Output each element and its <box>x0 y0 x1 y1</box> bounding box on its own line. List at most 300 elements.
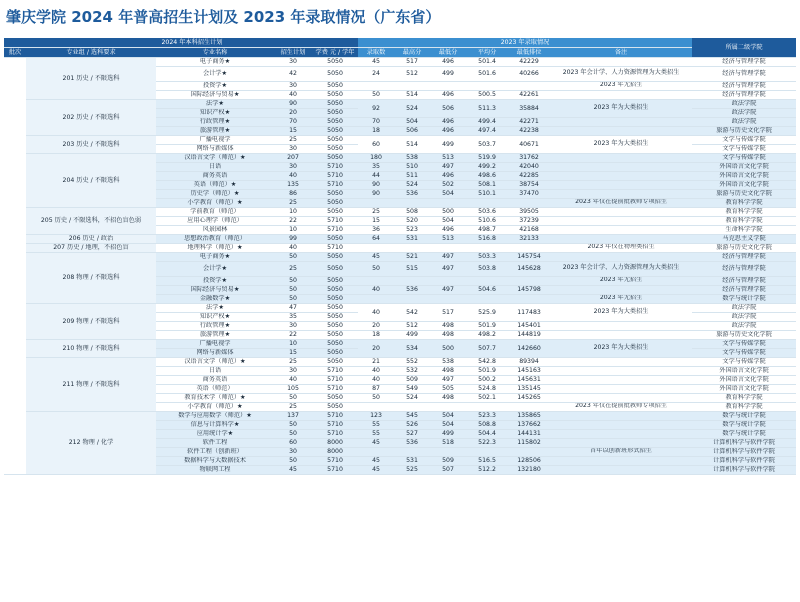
major-cell: 法学★ <box>156 99 274 108</box>
college-cell: 文学与传媒学院 <box>692 357 796 366</box>
min-score-cell: 505 <box>430 384 466 393</box>
note-cell: 2023 年无招生 <box>550 294 692 303</box>
plan-cell: 40 <box>274 243 312 252</box>
fee-cell: 5050 <box>312 393 358 402</box>
enrolled-cell: 20 <box>358 339 394 357</box>
max-score-cell: 524 <box>394 180 430 189</box>
college-cell: 数学与统计学院 <box>692 420 796 429</box>
enrolled-cell <box>358 402 394 411</box>
min-score-cell: 496 <box>430 171 466 180</box>
major-cell: 知识产权★ <box>156 108 274 117</box>
enrolled-cell: 18 <box>358 330 394 339</box>
min-score-cell: 507 <box>430 465 466 474</box>
batch-cell: 本科批 <box>4 57 26 474</box>
max-score-cell: 520 <box>394 216 430 225</box>
max-score-cell <box>394 198 430 207</box>
min-rank-cell: 144131 <box>508 429 550 438</box>
group-cell: 202 历史 / 不限选科 <box>26 99 156 135</box>
college-cell: 政法学院 <box>692 108 796 117</box>
fee-cell: 5050 <box>312 303 358 312</box>
major-cell: 网络与新媒体 <box>156 144 274 153</box>
group-header: 专业组 / 选科要求 <box>26 47 156 57</box>
college-cell: 数学与统计学院 <box>692 411 796 420</box>
group-cell: 211 物理 / 不限选科 <box>26 357 156 411</box>
fee-cell: 5050 <box>312 189 358 198</box>
table-row <box>4 303 796 312</box>
min-rank-cell: 42229 <box>508 57 550 66</box>
enrolled-cell: 21 <box>358 357 394 366</box>
note-cell <box>550 285 692 294</box>
min-score-cell: 498 <box>430 330 466 339</box>
min-score-cell <box>430 276 466 285</box>
note-cell <box>550 252 692 261</box>
avg-score-cell: 503.7 <box>466 135 508 153</box>
note-cell: 2023 年无招生 <box>550 81 692 90</box>
max-score-cell: 552 <box>394 357 430 366</box>
plan-cell: 137 <box>274 411 312 420</box>
enrolled-cell: 24 <box>358 66 394 81</box>
enrolled-cell: 123 <box>358 411 394 420</box>
max-score-cell: 504 <box>394 117 430 126</box>
plan-cell: 50 <box>274 456 312 465</box>
major-cell: 风景园林 <box>156 225 274 234</box>
note-cell <box>550 375 692 384</box>
min-score-cell: 513 <box>430 153 466 162</box>
enrolled-cell: 40 <box>358 303 394 321</box>
max-score-cell: 506 <box>394 126 430 135</box>
college-cell: 经济与管理学院 <box>692 261 796 276</box>
college-cell: 文学与传媒学院 <box>692 153 796 162</box>
enrolled-cell: 44 <box>358 171 394 180</box>
plan-cell: 25 <box>274 198 312 207</box>
min-rank-cell <box>508 81 550 90</box>
max-score-cell: 525 <box>394 465 430 474</box>
note-cell: 2023 年为大类招生 <box>550 135 692 153</box>
fee-cell: 5050 <box>312 330 358 339</box>
min-rank-cell: 40266 <box>508 66 550 81</box>
college-cell: 政法学院 <box>692 117 796 126</box>
min-rank-cell: 137662 <box>508 420 550 429</box>
max-score-cell <box>394 243 430 252</box>
college-cell: 外国语言文化学院 <box>692 375 796 384</box>
enrolled-cell: 90 <box>358 189 394 198</box>
plan-cell: 15 <box>274 348 312 357</box>
min-score-cell: 497 <box>430 252 466 261</box>
min-rank-cell: 145628 <box>508 261 550 276</box>
min-rank-cell <box>508 198 550 207</box>
fee-cell: 5050 <box>312 126 358 135</box>
enrolled-cell: 70 <box>358 117 394 126</box>
avg-score-cell <box>466 402 508 411</box>
avg-score-cell <box>466 81 508 90</box>
min-score-cell: 497 <box>430 162 466 171</box>
fee-cell: 5050 <box>312 81 358 90</box>
plan-cell: 50 <box>274 294 312 303</box>
batch-header: 批次 <box>4 47 26 57</box>
college-cell: 计算机科学与软件学院 <box>692 456 796 465</box>
fee-cell: 5050 <box>312 339 358 348</box>
avg-score-cell: 503.8 <box>466 261 508 276</box>
major-cell: 汉语言文学（师范）★ <box>156 357 274 366</box>
plan-cell: 15 <box>274 126 312 135</box>
enrolled-header: 录取数 <box>358 47 394 57</box>
min-rank-cell: 35884 <box>508 99 550 117</box>
plan-cell: 30 <box>274 144 312 153</box>
min-rank-cell: 42238 <box>508 126 550 135</box>
enrolled-cell <box>358 447 394 456</box>
plan-cell: 90 <box>274 99 312 108</box>
major-cell: 电子商务★ <box>156 57 274 66</box>
fee-cell: 5050 <box>312 294 358 303</box>
college-cell: 旅游与历史文化学院 <box>692 243 796 252</box>
note-cell: 2023 年为大类招生 <box>550 339 692 357</box>
fee-cell: 5710 <box>312 456 358 465</box>
enrolled-cell: 15 <box>358 216 394 225</box>
major-cell: 小学教育（师范）★ <box>156 198 274 207</box>
note-cell <box>550 153 692 162</box>
avg-score-cell: 508.1 <box>466 180 508 189</box>
note-cell: 2023 年仅在提前批教师专项招生 <box>550 402 692 411</box>
major-cell: 投资学★ <box>156 276 274 285</box>
min-score-cell: 497 <box>430 375 466 384</box>
plan-cell: 30 <box>274 57 312 66</box>
college-cell: 外国语言文化学院 <box>692 162 796 171</box>
group-cell: 206 历史 / 政治 <box>26 234 156 243</box>
major-cell: 行政管理★ <box>156 117 274 126</box>
note-cell <box>550 465 692 474</box>
college-cell: 经济与管理学院 <box>692 90 796 99</box>
avg-score-cell: 522.3 <box>466 438 508 447</box>
note-cell <box>550 429 692 438</box>
avg-score-cell <box>466 276 508 285</box>
note-cell <box>550 189 692 198</box>
plan-cell: 207 <box>274 153 312 162</box>
plan-cell: 50 <box>274 276 312 285</box>
college-cell: 文学与传媒学院 <box>692 348 796 357</box>
plan-cell: 10 <box>274 225 312 234</box>
major-cell: 数学与应用数学（师范）★ <box>156 411 274 420</box>
min-rank-cell: 117483 <box>508 303 550 321</box>
college-cell: 文学与传媒学院 <box>692 135 796 144</box>
major-cell: 软件工程（创新班） <box>156 447 274 456</box>
major-cell: 日语 <box>156 162 274 171</box>
max-score-header: 最高分 <box>394 47 430 57</box>
note-cell <box>550 216 692 225</box>
fee-cell: 5710 <box>312 180 358 189</box>
major-cell: 日语 <box>156 366 274 375</box>
min-rank-cell: 145401 <box>508 321 550 330</box>
group-cell: 208 物理 / 不限选科 <box>26 252 156 303</box>
plan-cell: 30 <box>274 366 312 375</box>
min-score-cell <box>430 243 466 252</box>
min-rank-cell: 31762 <box>508 153 550 162</box>
plan-cell: 50 <box>274 285 312 294</box>
max-score-cell <box>394 447 430 456</box>
fee-cell: 5050 <box>312 276 358 285</box>
fee-cell: 5710 <box>312 411 358 420</box>
enrolled-cell: 50 <box>358 90 394 99</box>
fee-cell: 5710 <box>312 216 358 225</box>
major-cell: 国际经济与贸易★ <box>156 285 274 294</box>
enrolled-cell: 45 <box>358 465 394 474</box>
enrolled-cell: 45 <box>358 438 394 447</box>
avg-score-cell <box>466 447 508 456</box>
fee-cell: 5050 <box>312 357 358 366</box>
table-row <box>4 339 796 348</box>
group-cell: 209 物理 / 不限选科 <box>26 303 156 339</box>
max-score-cell: 515 <box>394 261 430 276</box>
enrolled-cell: 64 <box>358 234 394 243</box>
max-score-cell: 549 <box>394 384 430 393</box>
fee-cell: 5710 <box>312 366 358 375</box>
avg-score-cell: 504.4 <box>466 429 508 438</box>
min-score-cell <box>430 294 466 303</box>
min-rank-cell <box>508 243 550 252</box>
plan-cell: 25 <box>274 261 312 276</box>
note-cell <box>550 438 692 447</box>
note-cell <box>550 456 692 465</box>
admission-2023-header: 2023 年录取情况 <box>358 38 692 47</box>
major-cell: 商务英语 <box>156 171 274 180</box>
plan-cell: 22 <box>274 216 312 225</box>
batch-header-cell <box>4 38 26 47</box>
plan-cell: 25 <box>274 357 312 366</box>
plan-cell: 22 <box>274 330 312 339</box>
max-score-cell: 545 <box>394 411 430 420</box>
plan-cell: 20 <box>274 108 312 117</box>
max-score-cell: 517 <box>394 57 430 66</box>
min-rank-cell: 39505 <box>508 207 550 216</box>
avg-score-cell <box>466 198 508 207</box>
avg-score-cell: 516.5 <box>466 456 508 465</box>
min-score-cell: 497 <box>430 285 466 294</box>
table-row <box>4 153 796 162</box>
min-score-cell: 502 <box>430 180 466 189</box>
enrolled-cell: 25 <box>358 207 394 216</box>
avg-score-cell: 498.7 <box>466 225 508 234</box>
min-score-cell: 499 <box>430 429 466 438</box>
fee-cell: 5050 <box>312 66 358 81</box>
college-cell: 计算机科学与软件学院 <box>692 447 796 456</box>
min-rank-cell: 145265 <box>508 393 550 402</box>
group-cell: 201 历史 / 不限选科 <box>26 57 156 99</box>
max-score-cell <box>394 294 430 303</box>
college-cell: 教育科学学院 <box>692 402 796 411</box>
fee-cell: 5710 <box>312 171 358 180</box>
plan-cell: 70 <box>274 117 312 126</box>
avg-score-cell: 510.6 <box>466 216 508 225</box>
college-cell: 教育科学学院 <box>692 207 796 216</box>
avg-score-cell: 500.2 <box>466 375 508 384</box>
fee-cell: 5050 <box>312 312 358 321</box>
min-rank-cell: 42271 <box>508 117 550 126</box>
max-score-cell: 512 <box>394 66 430 81</box>
max-score-cell: 508 <box>394 207 430 216</box>
fee-cell: 5050 <box>312 90 358 99</box>
plan-cell: 99 <box>274 234 312 243</box>
college-cell: 政法学院 <box>692 303 796 312</box>
max-score-cell: 514 <box>394 135 430 153</box>
college-cell: 经济与管理学院 <box>692 81 796 90</box>
fee-cell: 5710 <box>312 384 358 393</box>
plan-2024-header: 2024 年本科招生计划 <box>26 38 358 47</box>
plan-cell: 47 <box>274 303 312 312</box>
avg-score-header: 平均分 <box>466 47 508 57</box>
max-score-cell: 534 <box>394 339 430 357</box>
plan-cell: 86 <box>274 189 312 198</box>
min-rank-cell: 115802 <box>508 438 550 447</box>
note-header: 备注 <box>550 47 692 57</box>
plan-cell: 135 <box>274 180 312 189</box>
avg-score-cell: 510.1 <box>466 189 508 198</box>
enrolled-cell: 55 <box>358 420 394 429</box>
fee-cell: 5710 <box>312 465 358 474</box>
fee-cell: 5050 <box>312 285 358 294</box>
min-score-cell: 496 <box>430 117 466 126</box>
avg-score-cell: 519.9 <box>466 153 508 162</box>
college-cell: 生命科学学院 <box>692 225 796 234</box>
fee-cell: 8000 <box>312 438 358 447</box>
min-score-cell: 497 <box>430 261 466 276</box>
college-cell: 外国语言文化学院 <box>692 366 796 375</box>
major-cell: 英语（师范）★ <box>156 180 274 189</box>
enrolled-cell: 92 <box>358 99 394 117</box>
enrolled-cell <box>358 276 394 285</box>
table-row <box>4 207 796 216</box>
enrolled-cell: 55 <box>358 429 394 438</box>
fee-cell: 5710 <box>312 420 358 429</box>
note-cell: 2023 年为大类招生 <box>550 303 692 321</box>
group-cell: 207 历史 / 地理，不招色盲 <box>26 243 156 252</box>
table-row <box>4 135 796 144</box>
fee-cell: 5050 <box>312 261 358 276</box>
fee-cell: 5050 <box>312 207 358 216</box>
max-score-cell: 499 <box>394 330 430 339</box>
fee-cell: 5710 <box>312 225 358 234</box>
note-cell: 2023 年会计学、人力资源管理为大类招生 <box>550 261 692 276</box>
avg-score-cell: 512.2 <box>466 465 508 474</box>
group-cell: 203 历史 / 不限选科 <box>26 135 156 153</box>
avg-score-cell: 498.2 <box>466 330 508 339</box>
enrolled-cell: 45 <box>358 57 394 66</box>
plan-cell: 25 <box>274 402 312 411</box>
max-score-cell: 532 <box>394 366 430 375</box>
major-cell: 广播电视学 <box>156 135 274 144</box>
admission-table-wrapper <box>4 38 796 598</box>
major-cell: 应用统计学★ <box>156 429 274 438</box>
min-score-cell <box>430 198 466 207</box>
min-score-cell: 518 <box>430 438 466 447</box>
min-rank-cell <box>508 402 550 411</box>
avg-score-cell: 525.9 <box>466 303 508 321</box>
major-cell: 小学教育（师范）★ <box>156 402 274 411</box>
avg-score-cell: 542.8 <box>466 357 508 366</box>
avg-score-cell: 523.3 <box>466 411 508 420</box>
avg-score-cell: 499.2 <box>466 162 508 171</box>
min-score-cell: 499 <box>430 66 466 81</box>
enrolled-cell: 40 <box>358 285 394 294</box>
fee-cell: 5710 <box>312 243 358 252</box>
fee-cell: 5710 <box>312 429 358 438</box>
fee-cell: 5050 <box>312 198 358 207</box>
group-cell: 205 历史 / 不限选科，不招色盲色弱 <box>26 207 156 234</box>
note-cell <box>550 207 692 216</box>
enrolled-cell <box>358 198 394 207</box>
plan-cell: 50 <box>274 252 312 261</box>
major-cell: 商务英语 <box>156 375 274 384</box>
avg-score-cell: 503.6 <box>466 207 508 216</box>
table-row <box>4 357 796 366</box>
min-rank-cell: 42168 <box>508 225 550 234</box>
major-cell: 学前教育（师范） <box>156 207 274 216</box>
avg-score-cell <box>466 243 508 252</box>
plan-cell: 40 <box>274 375 312 384</box>
min-rank-cell: 145754 <box>508 252 550 261</box>
min-rank-cell: 37239 <box>508 216 550 225</box>
table-row <box>4 411 796 420</box>
fee-cell: 5050 <box>312 234 358 243</box>
enrolled-cell: 87 <box>358 384 394 393</box>
enrolled-cell <box>358 294 394 303</box>
max-score-cell: 542 <box>394 303 430 321</box>
note-cell: 2023 年仅在物理类招生 <box>550 243 692 252</box>
college-cell: 政法学院 <box>692 99 796 108</box>
major-cell: 数据科学与大数据技术 <box>156 456 274 465</box>
avg-score-cell: 501.4 <box>466 57 508 66</box>
note-cell <box>550 384 692 393</box>
min-score-cell: 500 <box>430 207 466 216</box>
fee-cell: 5050 <box>312 321 358 330</box>
plan-cell: 60 <box>274 438 312 447</box>
avg-score-cell <box>466 294 508 303</box>
major-cell: 会计学★ <box>156 66 274 81</box>
college-cell: 经济与管理学院 <box>692 276 796 285</box>
plan-cell: 40 <box>274 90 312 99</box>
min-rank-cell: 128506 <box>508 456 550 465</box>
max-score-cell: 512 <box>394 321 430 330</box>
note-cell <box>550 411 692 420</box>
enrolled-cell <box>358 243 394 252</box>
note-cell <box>550 162 692 171</box>
major-cell: 广播电视学 <box>156 339 274 348</box>
avg-score-cell: 500.5 <box>466 90 508 99</box>
enrolled-cell: 20 <box>358 321 394 330</box>
enrolled-cell: 60 <box>358 135 394 153</box>
note-cell <box>550 366 692 375</box>
avg-score-cell: 507.7 <box>466 339 508 357</box>
enrolled-cell <box>358 81 394 90</box>
enrolled-cell: 180 <box>358 153 394 162</box>
min-rank-cell: 132180 <box>508 465 550 474</box>
major-cell: 信息与计算科学★ <box>156 420 274 429</box>
min-rank-cell: 38754 <box>508 180 550 189</box>
plan-header: 招生计划 <box>274 47 312 57</box>
min-score-cell: 498 <box>430 393 466 402</box>
plan-cell: 30 <box>274 81 312 90</box>
fee-cell: 5050 <box>312 117 358 126</box>
min-score-cell: 496 <box>430 126 466 135</box>
note-cell <box>550 420 692 429</box>
avg-score-cell: 501.9 <box>466 321 508 330</box>
fee-cell: 8000 <box>312 447 358 456</box>
min-score-cell: 500 <box>430 339 466 357</box>
min-rank-cell <box>508 276 550 285</box>
major-header: 专业名称 <box>156 47 274 57</box>
college-cell: 教育科学学院 <box>692 198 796 207</box>
admission-table <box>4 38 796 475</box>
table-row <box>4 252 796 261</box>
college-header: 所属二级学院 <box>692 38 796 57</box>
